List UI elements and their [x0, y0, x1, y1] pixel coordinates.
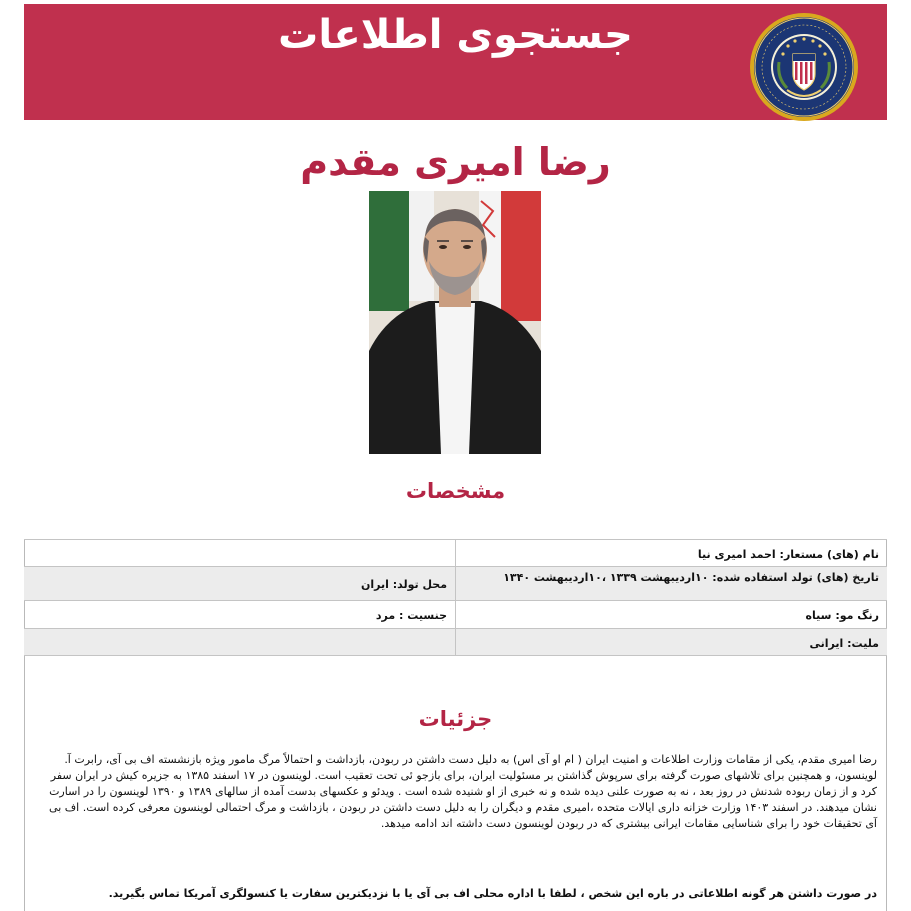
birthplace-label: محل تولد: — [392, 578, 447, 591]
sex-cell — [24, 601, 455, 628]
birthplace-value: ایران — [360, 578, 389, 591]
dob-cell — [455, 567, 887, 600]
empty-cell — [24, 540, 455, 566]
contact-notice: در صورت داشتن هر گونه اطلاعاتی در باره این شخص ، لطفا با اداره محلی اف بی آی یا با نزدیکترین سفارت یا کنسولگری آمریکا تماس بگیرید. — [108, 887, 877, 900]
dob-label: تاریخ (های) تولد استفاده شده: — [712, 571, 879, 584]
fbi-seal-icon — [749, 12, 859, 122]
table-row — [24, 600, 887, 628]
table-row — [24, 539, 887, 566]
dob-value: ۱۰اردیبهشت ۱۳۳۹ ،۱۰اردیبهشت ۱۳۴۰ — [503, 571, 709, 584]
aliases-label: نام (های) مستعار: — [779, 548, 879, 561]
hair-label: رنگ مو: — [835, 609, 879, 622]
nationality-value: ایرانی — [809, 637, 844, 650]
person-name: رضا امیری مقدم — [300, 140, 611, 184]
birthplace-cell — [24, 567, 455, 600]
person-photo — [369, 191, 541, 454]
aliases-value: احمد امیری نیا — [697, 548, 776, 561]
details-heading: جزئیات — [418, 707, 493, 731]
table-row — [24, 628, 887, 656]
sex-value: مرد — [375, 609, 396, 622]
table-row — [24, 566, 887, 600]
empty-cell — [24, 629, 455, 655]
nationality-label: ملیت: — [847, 637, 879, 650]
descriptions-heading: مشخصات — [405, 479, 506, 503]
aliases-cell — [455, 540, 887, 566]
hair-cell — [455, 601, 887, 628]
hair-value: سیاه — [805, 609, 832, 622]
sex-label: جنسیت : — [399, 609, 447, 622]
page-title: جستجوی اطلاعات — [278, 12, 633, 58]
header-banner — [24, 4, 887, 120]
nationality-cell — [455, 629, 887, 655]
details-body: رضا امیری مقدم، یکی از مقامات وزارت اطلاعات و امنیت ایران ( ام او آی اس) به دلیل دست داشتن در ربودن، بازداشت و احتمالاً مرگ مامور ویژه بازنشسته اف بی آی، رابرت آ. لوینسون، و همچنین برای تلاشهای صورت گرفته برای سرپوش گذاشتن بر مسئولیت ایران، برای بازجو ئی تحت تعقیب است. لوینسون در ۱۷ اسفند ۱۳۸۵ به جزیره کیش در ایران سفر کرد و از زمان ربوده شدنش در روز بعد ، نه به صورت علنی دیده شده و نه خبری از او شنیده شده است . ویدئو و عکسهای بدست آمده از سالهای ۱۳۸۹ و ۱۳۹۰ لوینسون را در اسارت نشان میدهند. در اسفند ۱۴۰۳ وزارت خزانه داری ایالات متحده ،امیری مقدم و دیگران را به دلیل دست داشتن در ربودن ، بازداشت و مرگ احتمالی لوینسون معرفی کرده است. اف بی آی تحقیقات خود را برای شناسایی مقامات ایرانی بیشتری که در ربودن لوینسون دست داشته اند ادامه میدهد. — [49, 753, 877, 830]
